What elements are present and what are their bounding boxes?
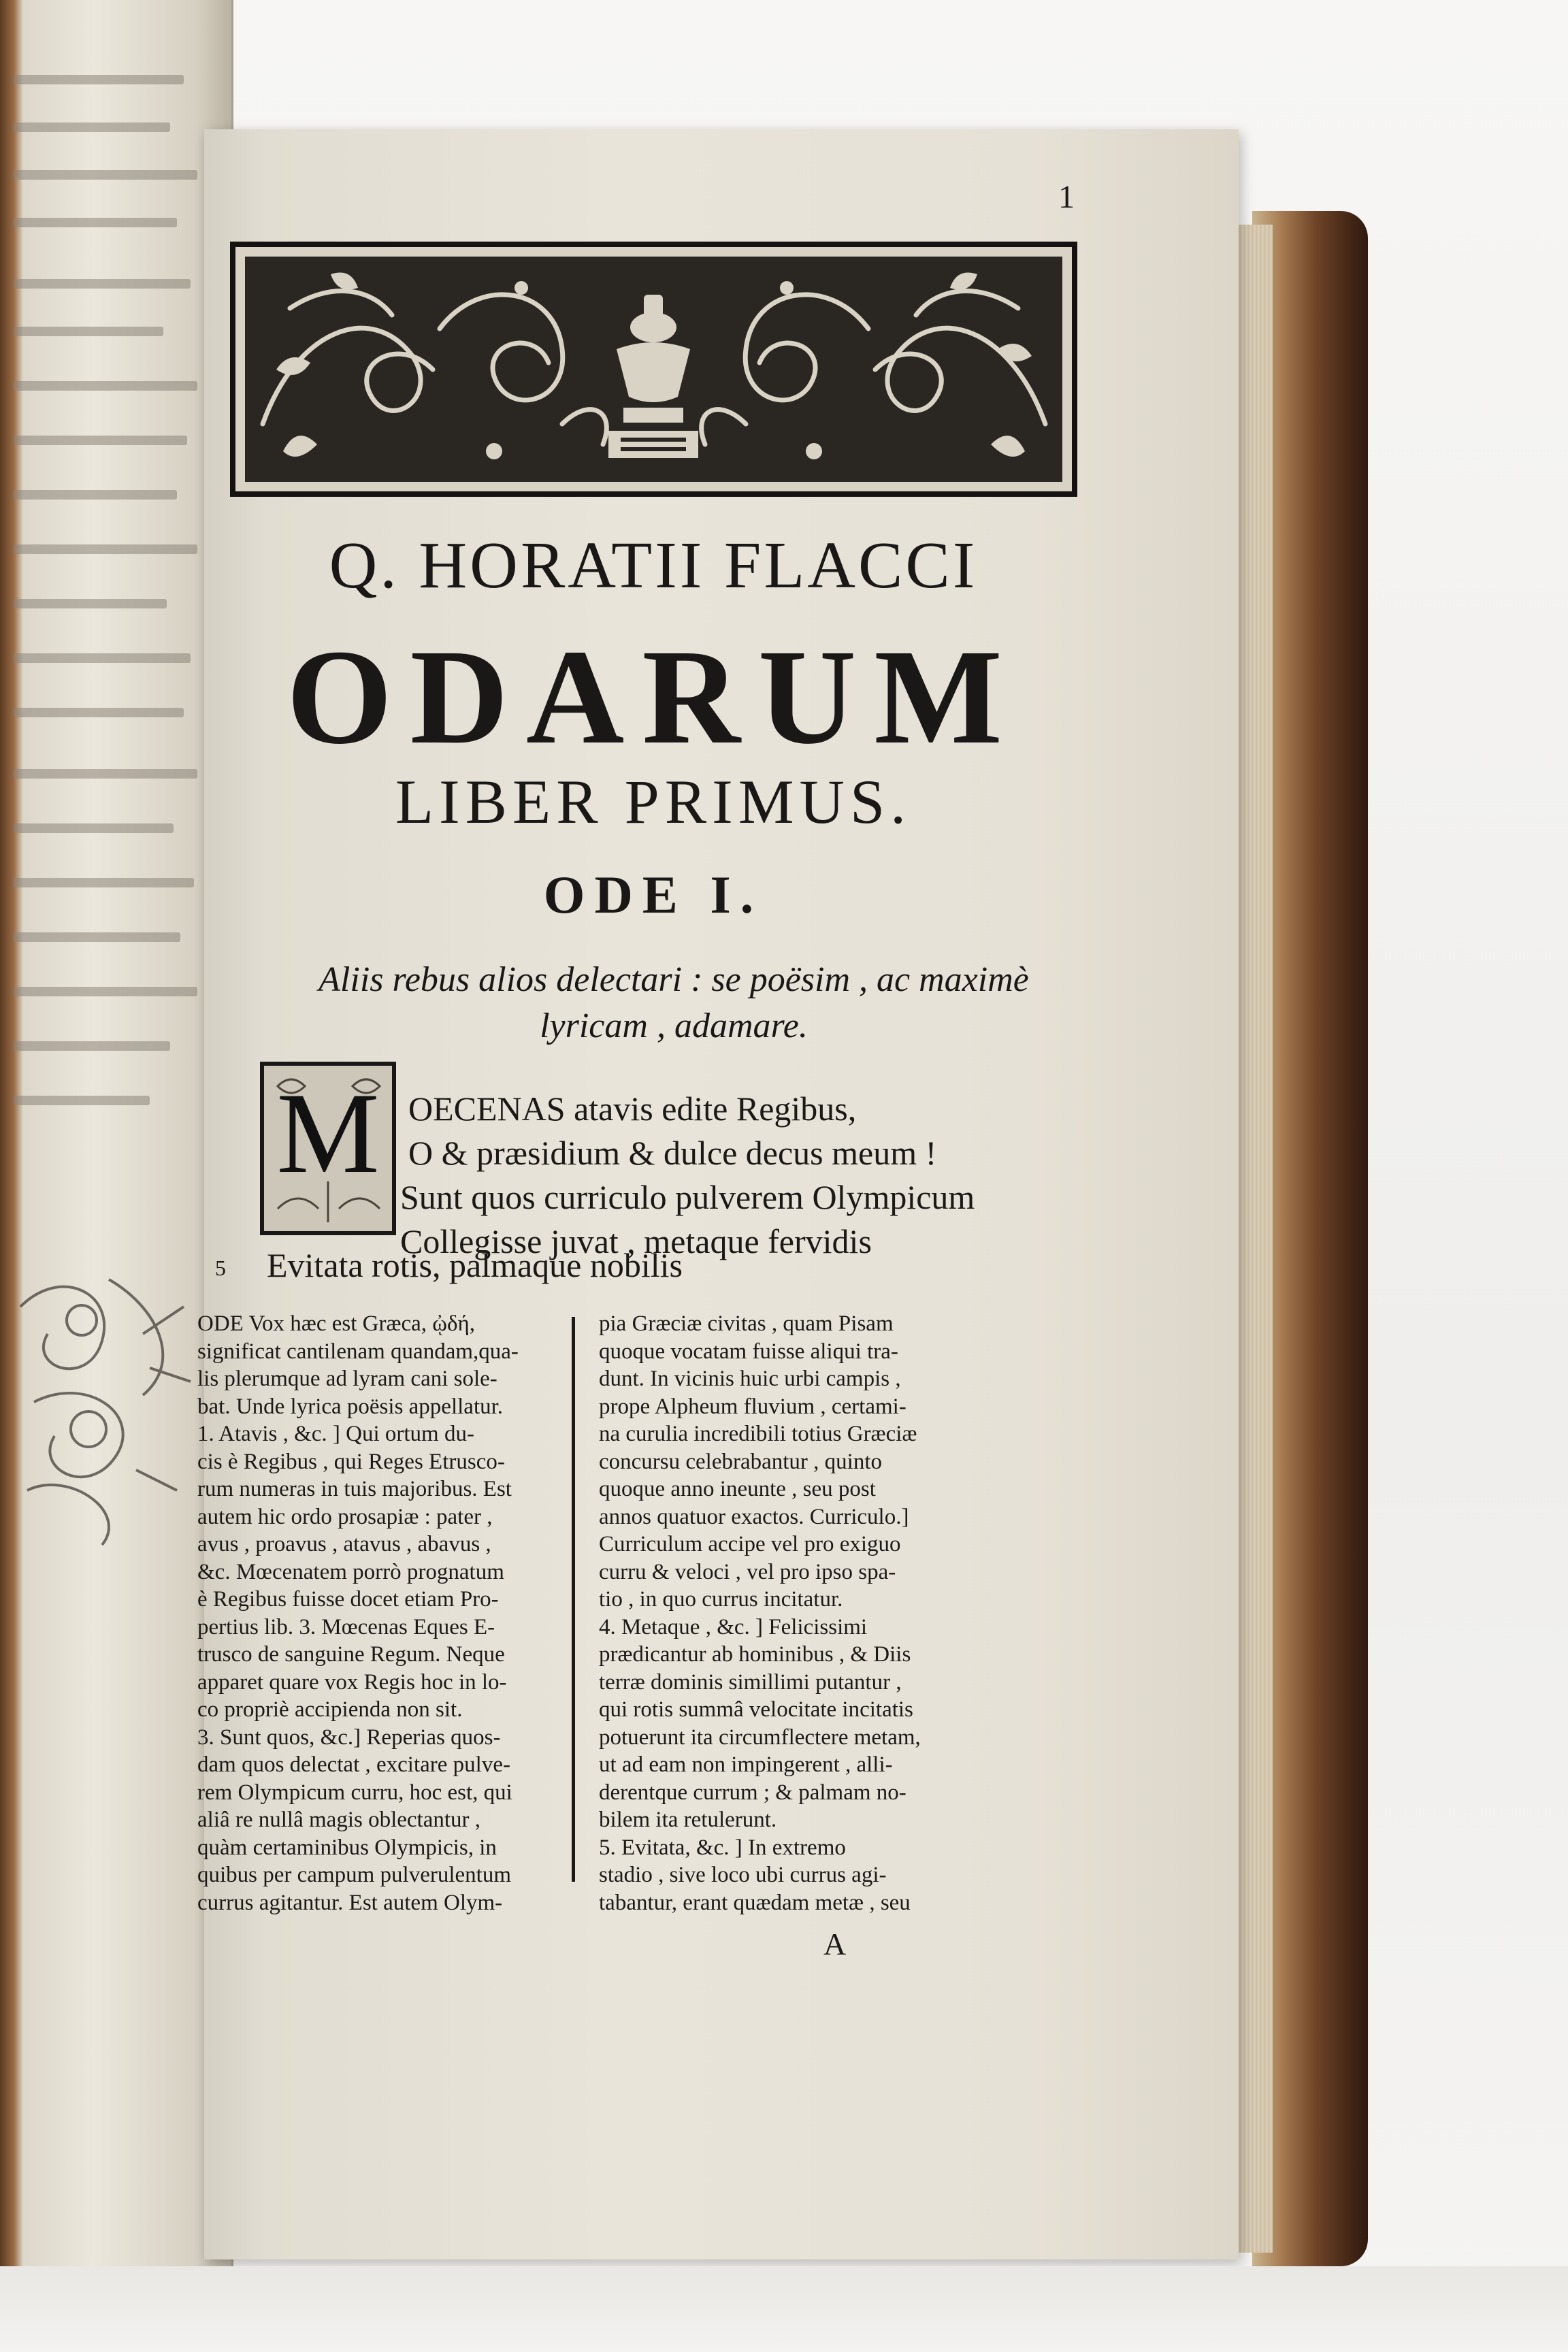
left-page-text-line [14,218,177,227]
note-line: rum numeras in tuis majoribus. Est [197,1477,512,1501]
notes-left-column [197,1310,519,1916]
note-line: annos quatuor exactos. Curriculo.] [599,1504,909,1529]
note-line: tabantur, erant quædam metæ , seu [599,1890,911,1915]
left-page-text-line [14,1041,170,1051]
note-line: pertius lib. 3. Mœcenas Eques E- [197,1614,495,1639]
floral-headpiece-ornament-icon [235,247,1072,491]
note-line: derentque currum ; & palmam no- [599,1780,906,1805]
note-line: concursu celebrabantur , quinto [599,1449,883,1474]
verse-line-number: 5 [215,1256,226,1280]
note-line: ut ad eam non impingerent , alli- [599,1752,893,1777]
note-line: autem hic ordo prosapiæ : pater , [197,1504,493,1529]
note-line: dam quos delectat , excitare pulve- [197,1752,510,1777]
notes-right-column [599,1310,921,1916]
note-line: bat. Unde lyrica poësis appellatur. [197,1394,504,1419]
note-line: apparet quare vox Regis hoc in lo- [197,1669,507,1695]
page-number: 1 [1058,179,1075,215]
note-line: terræ dominis simillimi putantur , [599,1669,902,1695]
note-line: prædicantur ab hominibus , & Diis [599,1642,911,1667]
note-line: ODE Vox hæc est Græca, ᾠδή, [197,1311,476,1336]
note-line: quoque anno ineunte , seu post [599,1477,876,1501]
left-page-text-line [14,932,180,942]
book-title: LIBER PRIMUS. [395,767,912,836]
note-line: bilem ita retulerunt. [599,1808,777,1832]
work-title: ODARUM [286,622,1021,772]
signature-mark: A [823,1927,847,1961]
note-line: prope Alpheum fluvium , certami- [599,1394,906,1419]
verse-line-1: OECENAS atavis edite Regibus, [408,1090,857,1128]
note-line: significat cantilenam quandam,qua- [197,1339,519,1364]
left-page-text-line [14,279,191,289]
decorated-initial [260,1062,396,1235]
note-line: &c. Mœcenatem porrò prognatum [197,1559,504,1584]
note-line: trusco de sanguine Regum. Neque [197,1642,505,1667]
ode-title: ODE I. [543,865,764,924]
note-line: na curulia incredibili totius Græciæ [599,1422,917,1446]
left-page-text-line [14,122,170,132]
note-line: 4. Metaque , &c. ] Felicissimi [599,1614,868,1639]
headpiece-ornament [230,242,1077,497]
column-rule [572,1317,575,1882]
left-page-text-line [14,987,197,996]
left-page-text-line [14,170,197,180]
note-line: stadio , sive loco ubi currus agi- [599,1863,887,1887]
note-line: è Regibus fuisse docet etiam Pro- [197,1587,499,1612]
verse-line-3: Sunt quos curriculo pulverem Olympicum [400,1178,975,1216]
note-line: avus , proavus , atavus , abavus , [197,1532,491,1556]
verse-line-5: Evitata rotis, palmaque nobilis [267,1246,683,1284]
left-page-text-line [14,490,177,500]
verse-line-4: Collegisse juvat , metaque fervidis [400,1222,872,1260]
left-page-text-line [14,1096,150,1105]
left-page-text-line [14,75,184,84]
left-page-text-line [14,436,187,445]
note-line: quàm certaminibus Olympicis, in [197,1835,497,1860]
note-line: tio , in quo currus incitatur. [599,1587,843,1612]
note-line: 3. Sunt quos, &c.] Reperias quos- [197,1725,501,1750]
ode-argument-line-2: lyricam , adamare. [540,1007,808,1045]
note-line: lis plerumque ad lyram cani sole- [197,1367,497,1391]
left-page-text-line [14,381,197,391]
note-line: cis è Regibus , qui Reges Etrusco- [197,1449,505,1474]
note-line: pia Græciæ civitas , quam Pisam [599,1311,894,1336]
left-page-ornament-icon [7,1266,211,1552]
left-page-text-line [14,327,163,336]
note-line: 5. Evitata, &c. ] In extremo [599,1835,846,1860]
note-line: quibus per campum pulverulentum [197,1863,511,1887]
initial-letter: M [276,1069,380,1197]
note-line: aliâ re nullâ magis oblectantur , [197,1808,481,1832]
note-line: quoque vocatam fuisse aliqui tra- [599,1339,898,1364]
note-line: qui rotis summâ velocitate incitatis [599,1697,913,1722]
verse-line-2: O & præsidium & dulce decus meum ! [408,1134,937,1172]
note-line: 1. Atavis , &c. ] Qui ortum du- [197,1422,474,1446]
note-line: potuerunt ita circumflectere metam, [599,1725,921,1750]
left-binding-edge [0,0,23,2352]
note-line: curru & veloci , vel pro ipso spa- [599,1559,896,1584]
note-line: Curriculum accipe vel pro exiguo [599,1532,901,1556]
note-line: currus agitantur. Est autem Olym- [197,1890,503,1915]
author-title: Q. HORATII FLACCI [329,529,978,602]
note-line: co propriè accipienda non sit. [197,1697,463,1722]
note-line: rem Olympicum curru, hoc est, qui [197,1780,512,1805]
facing-left-page [0,0,233,2352]
ode-argument-line-1: Aliis rebus alios delectari : se poësim , ac maximè [318,960,1029,999]
table-surface [0,2266,1568,2352]
note-line: dunt. In vicinis huic urbi campis , [599,1367,901,1391]
